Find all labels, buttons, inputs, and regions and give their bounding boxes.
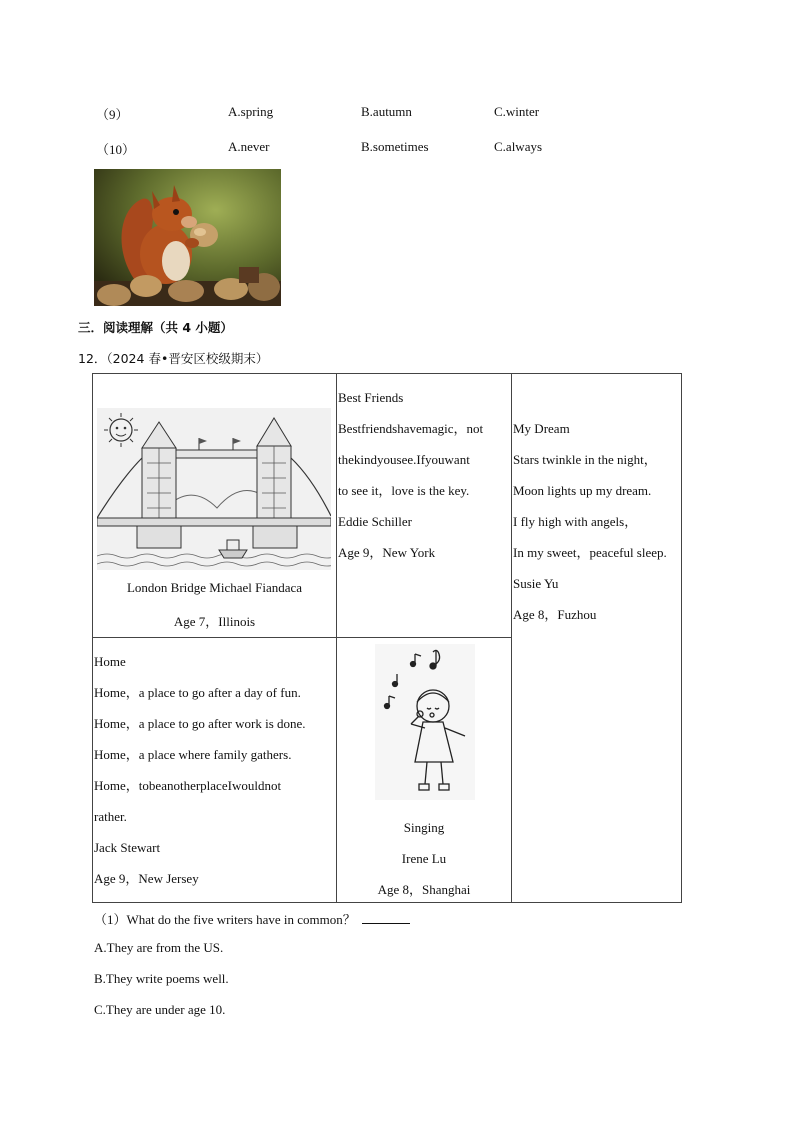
cell-singing <box>337 638 512 903</box>
poem-line: I fly high with angels， <box>513 514 638 529</box>
option-c[interactable]: C.always <box>494 139 543 154</box>
artwork-title: Singing <box>403 820 445 835</box>
section-title: 三．阅读理解（共 4 小题） <box>78 320 233 335</box>
option-c[interactable]: C.winter <box>494 104 540 119</box>
poem-line: Home，a place to go after a day of fun. <box>94 685 301 700</box>
reading-table <box>92 373 682 903</box>
singing-girl-drawing <box>375 644 475 800</box>
poem-line: Bestfriendshavemagic，not <box>338 421 484 436</box>
poem-title: Best Friends <box>338 390 404 405</box>
poem-line: rather. <box>94 809 127 824</box>
question-number: （10） <box>96 142 136 157</box>
sub-question <box>94 909 410 928</box>
poem-line: Moon lights up my dream. <box>513 483 652 498</box>
answer-blank[interactable] <box>362 911 410 924</box>
cell-my-dream <box>512 374 682 903</box>
poem-line: Home，a place where family gathers. <box>94 747 292 762</box>
option-b[interactable]: B.autumn <box>361 104 412 119</box>
artist-name: Michael Fiandaca <box>209 580 303 595</box>
cell-best-friends <box>337 374 512 638</box>
poem-line: Stars twinkle in the night， <box>513 452 657 467</box>
poem-line: Home，tobeanotherplaceIwouldnot <box>94 778 282 793</box>
option-a[interactable]: A.spring <box>228 104 274 119</box>
poem-line: to see it，love is the key. <box>338 483 470 498</box>
london-bridge-drawing <box>97 408 331 570</box>
poem-line: thekindyousee.Ifyouwant <box>338 452 470 467</box>
question-header: 12．（2024 春•晋安区校级期末） <box>78 351 269 366</box>
poem-title: Home <box>94 654 126 669</box>
option-b[interactable]: B.sometimes <box>361 139 429 154</box>
cell-london-bridge <box>93 374 337 638</box>
option-a[interactable]: A.never <box>228 139 270 154</box>
poem-author: Eddie Schiller <box>338 514 413 529</box>
question-number: （9） <box>96 107 129 122</box>
answer-option-a[interactable]: A.They are from the US. <box>94 940 224 955</box>
answer-option-b[interactable]: B.They write poems well. <box>94 971 229 986</box>
poem-author: Jack Stewart <box>94 840 161 855</box>
artwork-title: London Bridge <box>126 580 207 595</box>
cell-home <box>93 638 337 903</box>
poem-author-info: Age 8，Fuzhou <box>513 607 597 622</box>
sub-question-text: （1）What do the five writers have in common？ <box>94 912 356 927</box>
poem-author: Susie Yu <box>513 576 559 591</box>
answer-option-c[interactable]: C.They are under age 10. <box>94 1002 226 1017</box>
poem-line: In my sweet，peaceful sleep. <box>513 545 667 560</box>
artist-info: Age 8，Shanghai <box>377 882 471 897</box>
poem-line: Home，a place to go after work is done. <box>94 716 306 731</box>
squirrel-photo <box>94 169 281 306</box>
poem-author-info: Age 9，New York <box>338 545 436 560</box>
poem-author-info: Age 9，New Jersey <box>94 871 199 886</box>
poem-title: My Dream <box>513 421 570 436</box>
artist-info: Age 7，Illinois <box>173 614 256 629</box>
artist-name: Irene Lu <box>401 851 447 866</box>
